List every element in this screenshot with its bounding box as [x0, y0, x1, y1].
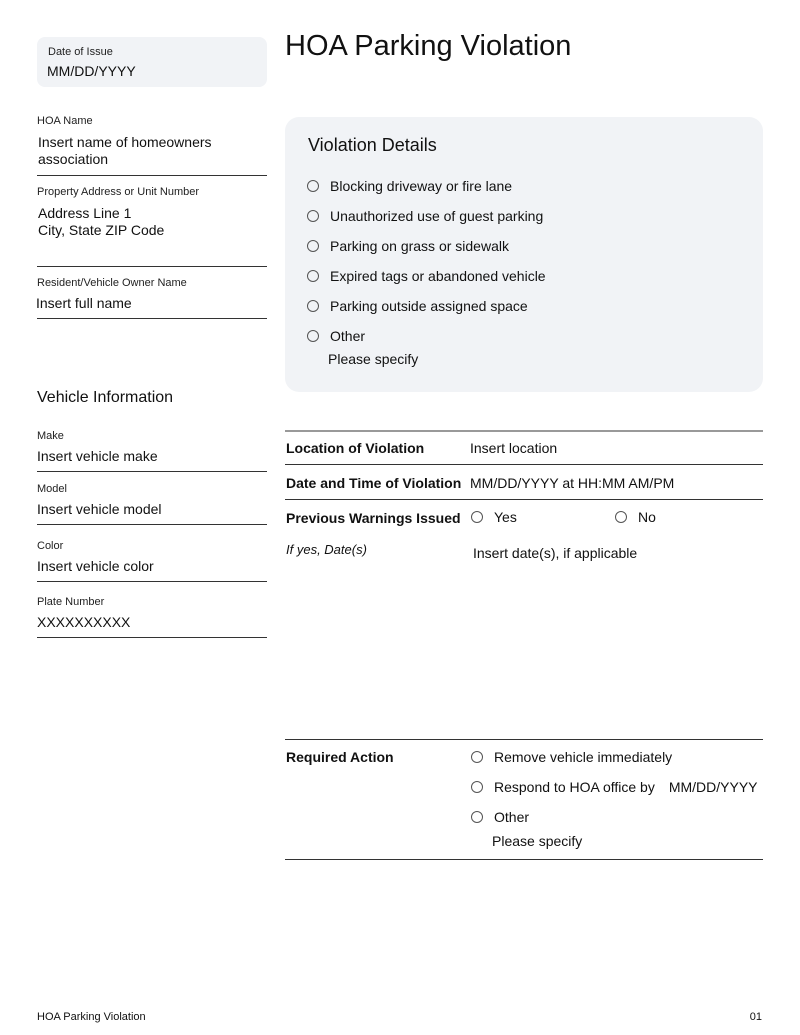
violation-option[interactable]: [307, 298, 528, 314]
divider: [285, 859, 763, 860]
hoa-name-value[interactable]: [38, 134, 212, 168]
action-respond-option[interactable]: [471, 779, 758, 795]
radio-icon[interactable]: [615, 511, 627, 523]
vehicle-field-value[interactable]: Insert vehicle model: [37, 501, 162, 517]
if-yes-value[interactable]: Insert date(s), if applicable: [473, 545, 638, 561]
warnings-no-option[interactable]: [615, 509, 656, 525]
divider: [37, 318, 267, 319]
hoa-name-line1: Insert name of homeowners: [38, 134, 212, 150]
warnings-yes-option[interactable]: [471, 509, 517, 525]
page-number: 01: [749, 1011, 762, 1023]
radio-icon[interactable]: [307, 240, 319, 252]
required-action-label: Required Action: [286, 749, 394, 765]
resident-label: Resident/Vehicle Owner Name: [37, 277, 187, 289]
address-line2: City, State ZIP Code: [38, 222, 165, 238]
divider: [285, 739, 763, 740]
divider: [285, 499, 763, 500]
location-label: Location of Violation: [286, 440, 425, 456]
radio-icon[interactable]: [307, 180, 319, 192]
vehicle-field-label: Make: [37, 430, 64, 442]
radio-icon[interactable]: [471, 511, 483, 523]
yes-label: Yes: [494, 509, 517, 525]
option-label: Respond to HOA office by: [494, 779, 655, 795]
option-label: Expired tags or abandoned vehicle: [330, 268, 546, 284]
violation-option[interactable]: [307, 208, 543, 224]
vehicle-field-label: Plate Number: [37, 596, 105, 608]
radio-icon[interactable]: [307, 210, 319, 222]
hoa-name-label: HOA Name: [37, 115, 93, 127]
date-of-issue-value[interactable]: MM/DD/YYYY: [47, 63, 136, 79]
action-other-specify[interactable]: Please specify: [492, 833, 583, 849]
radio-icon[interactable]: [471, 811, 483, 823]
action-remove-option[interactable]: [471, 749, 672, 765]
radio-icon[interactable]: [471, 781, 483, 793]
footer-title: HOA Parking Violation: [37, 1011, 146, 1023]
option-label: Blocking driveway or fire lane: [330, 178, 513, 194]
option-label: Other: [494, 809, 530, 825]
option-label: Unauthorized use of guest parking: [330, 208, 544, 224]
radio-icon[interactable]: [471, 751, 483, 763]
action-other-option[interactable]: [471, 809, 529, 825]
divider: [37, 175, 267, 176]
violation-other-specify[interactable]: Please specify: [328, 351, 419, 367]
option-label: Remove vehicle immediately: [494, 749, 673, 765]
divider: [285, 430, 763, 432]
option-label: Parking outside assigned space: [330, 298, 528, 314]
violation-option[interactable]: [307, 328, 365, 344]
option-label: Parking on grass or sidewalk: [330, 238, 509, 254]
divider: [37, 524, 267, 525]
no-label: No: [638, 509, 656, 525]
divider: [37, 637, 267, 638]
vehicle-field-value[interactable]: Insert vehicle color: [37, 558, 154, 574]
violation-option[interactable]: [307, 178, 512, 194]
datetime-label: Date and Time of Violation: [286, 475, 462, 491]
divider: [285, 464, 763, 465]
warnings-label: Previous Warnings Issued: [286, 510, 461, 526]
location-value[interactable]: Insert location: [470, 440, 558, 456]
date-of-issue-label: Date of Issue: [48, 46, 113, 58]
violation-details-heading: Violation Details: [308, 135, 437, 155]
property-address-value[interactable]: [38, 205, 164, 239]
vehicle-field-value[interactable]: Insert vehicle make: [37, 448, 158, 464]
radio-icon[interactable]: [307, 330, 319, 342]
vehicle-field-label: Model: [37, 483, 67, 495]
vehicle-field-label: Color: [37, 540, 64, 552]
datetime-value[interactable]: MM/DD/YYYY at HH:MM AM/PM: [470, 475, 675, 491]
if-yes-label: If yes, Date(s): [286, 542, 367, 557]
divider: [37, 471, 267, 472]
divider: [37, 266, 267, 267]
divider: [37, 581, 267, 582]
property-address-label: Property Address or Unit Number: [37, 186, 200, 198]
address-line1: Address Line 1: [38, 205, 132, 221]
radio-icon[interactable]: [307, 300, 319, 312]
vehicle-info-heading: Vehicle Information: [37, 389, 174, 406]
violation-option[interactable]: [307, 268, 546, 284]
violation-option[interactable]: [307, 238, 509, 254]
respond-date[interactable]: MM/DD/YYYY: [668, 779, 758, 795]
radio-icon[interactable]: [307, 270, 319, 282]
resident-value[interactable]: Insert full name: [36, 295, 132, 311]
page-title: HOA Parking Violation: [285, 30, 572, 62]
hoa-name-line2: association: [38, 151, 109, 167]
option-label: Other: [330, 328, 366, 344]
vehicle-field-value[interactable]: XXXXXXXXXX: [37, 614, 131, 630]
